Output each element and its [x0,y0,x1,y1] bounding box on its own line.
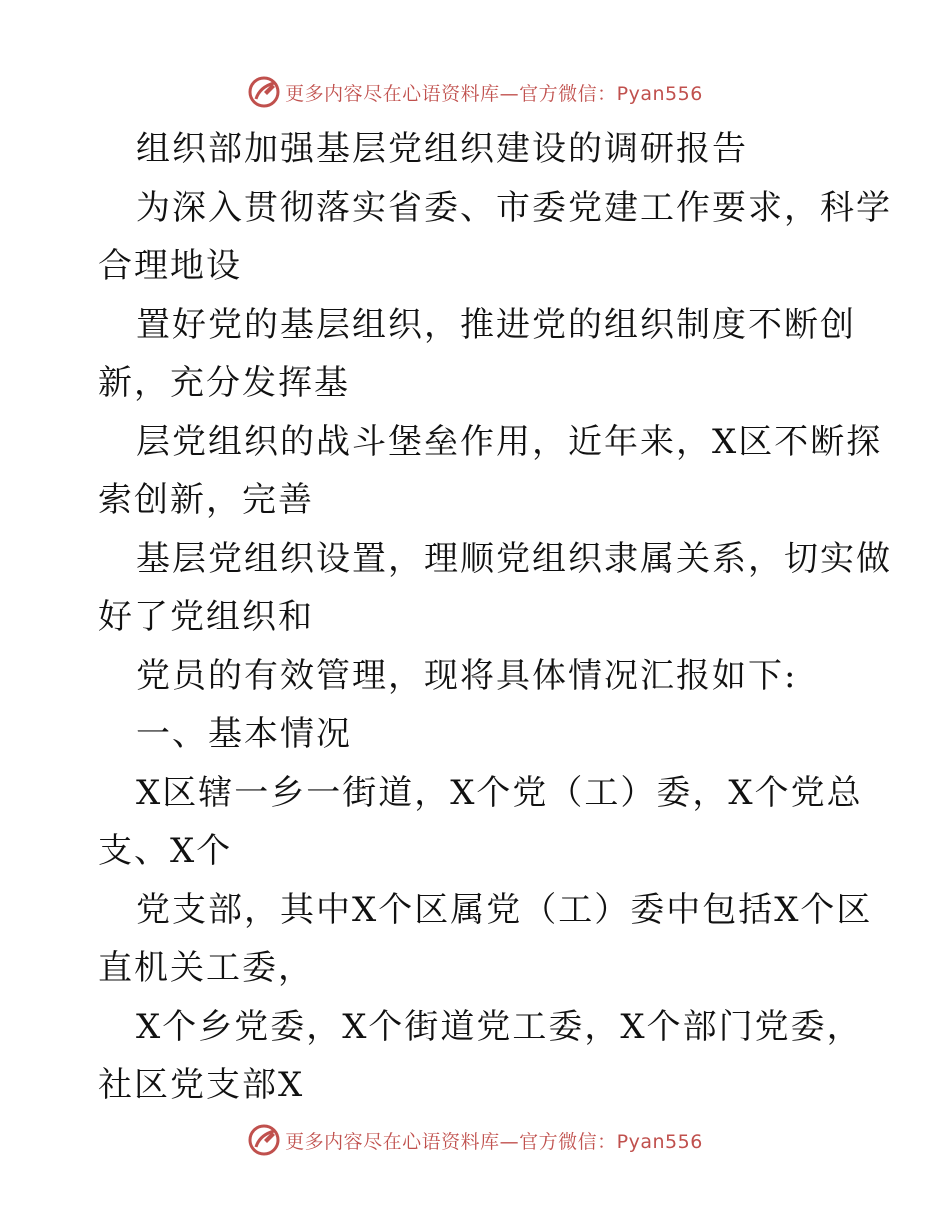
header-banner [0,72,950,112]
text-line: 组织部加强基层党组织建设的调研报告 [136,129,748,169]
banner-text: 更多内容尽在心语资料库—官方微信：Pyan556 [285,1130,703,1153]
footer-banner [0,1120,950,1160]
text-line: X区辖一乡一街道，X个党（工）委，X个党总 [136,772,863,813]
text-line: 索创新，完善 [98,480,314,520]
text-line: 直机关工委， [98,948,314,988]
text-line: 社区党支部X [98,1065,305,1105]
text-line: 党员的有效管理，现将具体情况汇报如下: [136,655,798,696]
text-line: 为深入贯彻落实省委、市委党建工作要求，科学 [136,187,892,228]
text-line: 一、基本情况 [136,714,352,754]
text-line: 基层党组织设置，理顺党组织隶属关系，切实做 [136,538,892,579]
document-body [98,120,892,1115]
pen-swirl-logo-icon [247,75,281,109]
text-line: 好了党组织和 [98,597,314,637]
text-line: 层党组织的战斗堡垒作用，近年来，X区不断探 [136,421,883,462]
text-line: 支、X个 [98,831,233,871]
text-line: 新，充分发挥基 [98,363,350,403]
pen-swirl-logo-icon [247,1123,281,1157]
text-line: 置好党的基层组织，推进党的组织制度不断创 [136,304,856,345]
text-line: X个乡党委，X个街道党工委，X个部门党委， [136,1006,863,1047]
text-line: 合理地设 [98,246,242,286]
text-line: 党支部，其中X个区属党（工）委中包括X个区 [136,889,873,930]
banner-text: 更多内容尽在心语资料库—官方微信：Pyan556 [285,82,703,105]
